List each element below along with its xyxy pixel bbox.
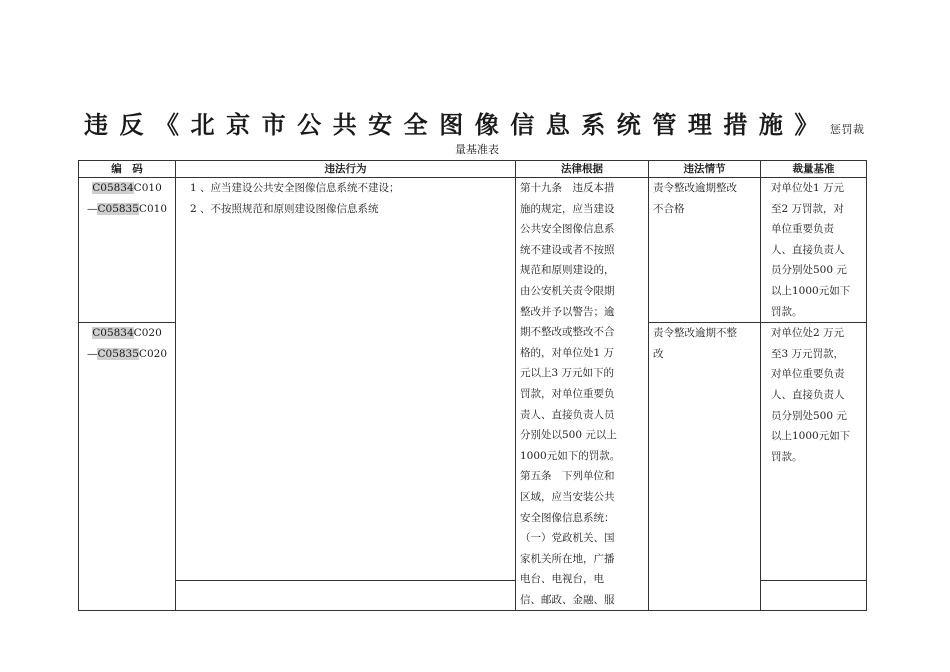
empty-cell (176, 581, 516, 611)
situation-line: 不合格 (653, 202, 685, 215)
code-highlight: C05834 (92, 327, 134, 340)
basis-line: 1000元如下的罚款。 (520, 449, 621, 462)
basis-line: 第十九条 违反本措 (520, 182, 615, 194)
penalty-line: 单位重要负责 (771, 223, 834, 236)
penalty-line: 员分别处500 元 (771, 409, 847, 422)
penalty-line: 罚款。 (771, 305, 803, 318)
header-behavior: 违法行为 (176, 161, 516, 178)
basis-line: 由公安机关责令限期 (520, 284, 615, 297)
behavior-cell (176, 178, 516, 581)
code-highlight: C05835 (97, 347, 139, 360)
legal-basis-cell (516, 178, 649, 611)
table-header-row (79, 161, 867, 178)
basis-line: 整改并予以警告；逾 (520, 305, 615, 318)
document-title (84, 110, 874, 145)
basis-line: 安全图像信息系统： (520, 511, 615, 524)
table-row (79, 178, 867, 323)
penalty-line: 对单位重要负责 (771, 368, 845, 381)
code-cell (79, 323, 176, 611)
situation-cell (649, 323, 761, 611)
code-cell (79, 178, 176, 323)
basis-line: 区域，应当安装公共 (520, 490, 615, 503)
penalty-line: 以上1000元如下 (771, 284, 851, 297)
penalty-line: 对单位处2 万元 (771, 327, 845, 340)
situation-line: 改 (653, 347, 664, 360)
code-suffix: C020 (133, 327, 162, 340)
header-situation: 违法情节 (649, 161, 761, 178)
penalty-cell (761, 178, 867, 323)
basis-line: 统不建设或者不按照 (520, 243, 615, 256)
penalty-table (78, 160, 867, 611)
code-highlight: C05835 (97, 202, 139, 215)
basis-line: 分别处以500 元以上 (520, 429, 617, 442)
basis-line: 公共安全图像信息系 (520, 223, 615, 236)
situation-line: 责令整改逾期整改 (653, 182, 737, 194)
code-line (83, 344, 171, 365)
penalty-line: 对单位处1 万元 (771, 182, 845, 194)
code-prefix: — (86, 202, 98, 215)
basis-line: （一）党政机关、国 (520, 532, 615, 545)
code-line (83, 199, 171, 220)
basis-line: 格的，对单位处1 万 (520, 346, 615, 359)
basis-line: 电台、电视台，电 (520, 573, 604, 586)
penalty-line: 以上1000元如下 (771, 430, 851, 443)
empty-penalty-cell (761, 581, 867, 611)
basis-line: 规范和原则建设的， (520, 264, 615, 277)
code-line (83, 178, 171, 199)
title-main: 违反《北京市公共安全图像信息系统管理措施》 (84, 110, 830, 139)
code-suffix: C010 (133, 182, 162, 194)
code-suffix: C020 (138, 347, 167, 360)
penalty-line: 至3 万元罚款， (771, 347, 845, 360)
penalty-line: 至2 万罚款，对 (771, 202, 845, 215)
header-basis: 法律根据 (516, 161, 649, 178)
penalty-line: 人、直接负责人 (771, 243, 845, 256)
basis-line: 责人、直接负责人员 (520, 408, 615, 421)
basis-line: 第五条 下列单位和 (520, 470, 615, 483)
basis-line: 信、邮政、金融、服 (520, 593, 615, 606)
basis-line: 施的规定，应当建设 (520, 202, 615, 215)
penalty-line: 员分别处500 元 (771, 264, 847, 277)
code-prefix: — (86, 347, 98, 360)
title-suffix: 惩罚裁 (829, 123, 865, 136)
basis-line: 期不整改或整改不合 (520, 326, 615, 339)
penalty-line: 罚款。 (771, 450, 803, 463)
situation-line: 责令整改逾期不整 (653, 327, 737, 340)
code-suffix: C010 (138, 202, 167, 215)
basis-line: 家机关所在地，广播 (520, 552, 615, 565)
header-penalty: 裁量基准 (761, 161, 867, 178)
code-highlight: C05834 (92, 182, 134, 194)
header-code: 编 码 (79, 161, 176, 178)
document-subtitle: 量基准表 (455, 143, 499, 156)
penalty-cell (761, 323, 867, 581)
behavior-line: 2 、不按照规范和原则建设图像信息系统 (190, 202, 379, 215)
basis-line: 罚款，对单位重要负 (520, 387, 615, 400)
situation-cell (649, 178, 761, 323)
basis-line: 元以上3 万元如下的 (520, 367, 615, 380)
code-line (83, 323, 171, 344)
behavior-line: 1 、应当建设公共安全图像信息系统不建设； (190, 182, 400, 194)
penalty-line: 人、直接负责人 (771, 388, 845, 401)
